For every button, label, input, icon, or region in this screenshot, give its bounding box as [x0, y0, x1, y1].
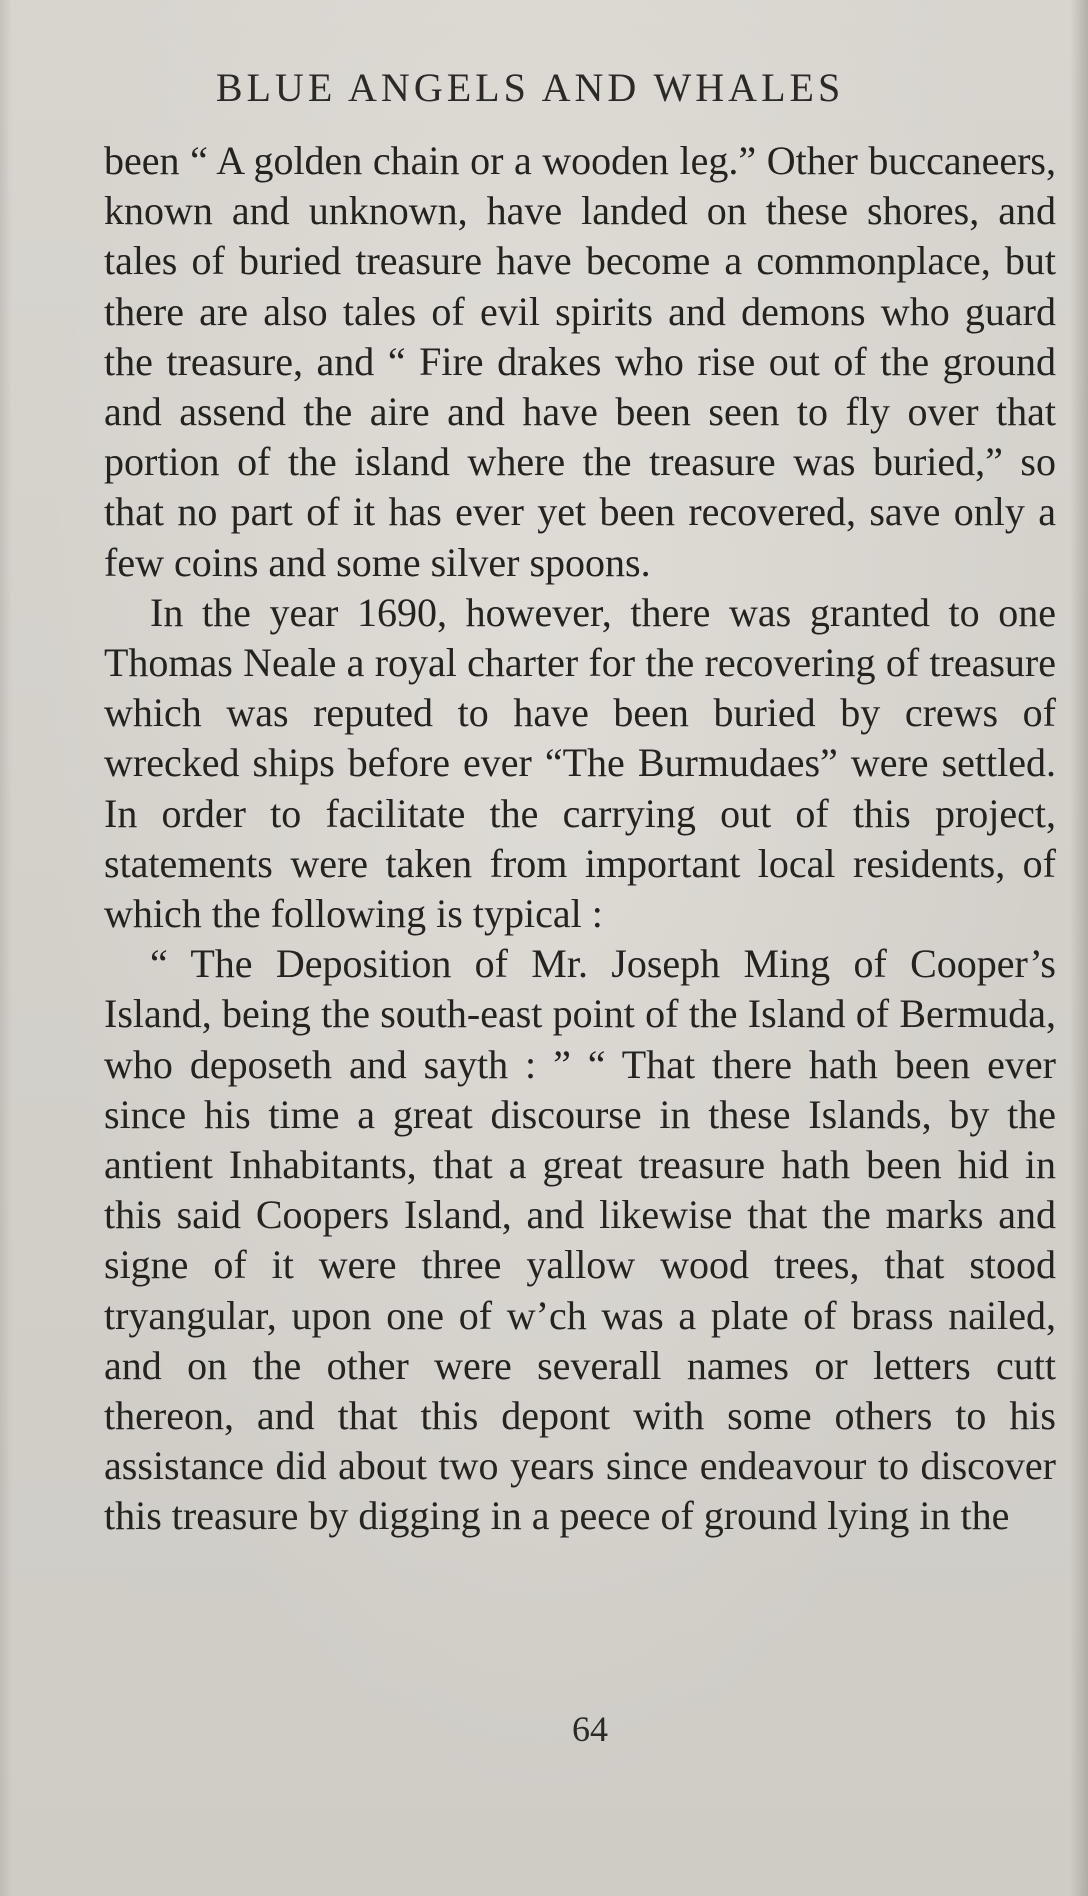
page-edge-shadow-left: [0, 0, 12, 1896]
paragraph-3: “ The Deposition of Mr. Joseph Ming of Cooper’s Island, being the south-east point of the Island of Bermuda, who deposeth and sayth : ” “ That there hath been ever since his time a great discourse in these Islands, by the antient Inhabitants, that a great treasure hath been hid in this said Coopers Island, and likewise that the marks and signe of it were three yallow wood trees, that stood tryangular, upon one of w’ch was a plate of brass nailed, and on the other were severall names or letters cutt thereon, and that this depont with some others to his assistance did about two years since endeavour to discover this treasure by digging in a peece of ground lying in the: [104, 941, 1056, 1539]
body-text: [104, 136, 1056, 1542]
page-number: 64: [572, 1709, 608, 1749]
paragraph-1: been “ A golden chain or a wooden leg.” Other buccaneers, known and unknown, have landed on these shores, and tales of buried treasure have become a commonplace, but there are also tales of evil spirits and demons who guard the treasure, and “ Fire drakes who rise out of the ground and assend the aire and have been seen to fly over that portion of the island where the treasure was buried,” so that no part of it has ever yet been recovered, save only a few coins and some silver spoons.: [104, 138, 1056, 585]
running-header: BLUE ANGELS AND WHALES: [215, 65, 845, 110]
page-edge-shadow-right: [1070, 0, 1088, 1896]
paragraph-2: In the year 1690, however, there was granted to one Thomas Neale a royal charter for the recovering of treasure which was reputed to have been buried by crews of wrecked ships before ever “The Burmudaes” were settled. In order to facilitate the carrying out of this project, statements were taken from important local residents, of which the following is typical :: [104, 589, 1056, 937]
